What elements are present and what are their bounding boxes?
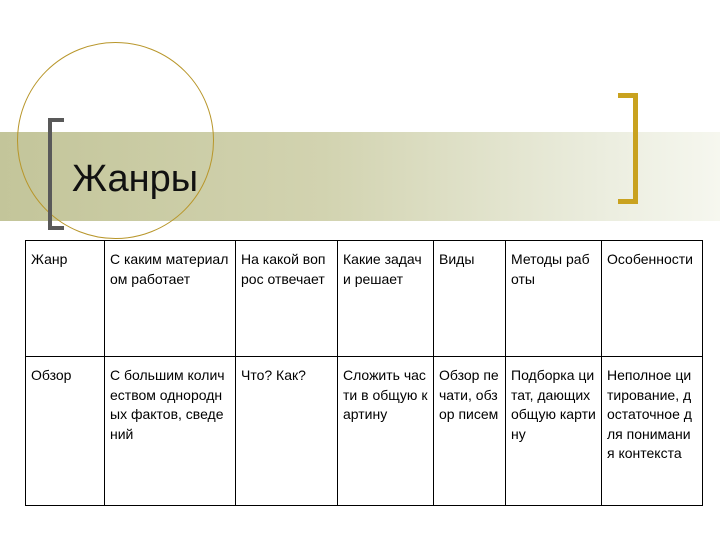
table-header-row [26, 241, 703, 357]
header-cell-types: Виды [434, 241, 506, 357]
header-cell-features: Особенности [602, 241, 703, 357]
cell-material: С большим количеством однородных фактов, сведений [105, 357, 236, 506]
cell-methods: Подборка цитат, дающих общую картину [506, 357, 602, 506]
cell-tasks: Сложить части в общую картину [338, 357, 434, 506]
cell-features: Неполное цитирование, достаточное для понимания контекста [602, 357, 703, 506]
left-bracket-decoration [48, 118, 64, 230]
right-bracket-decoration [618, 93, 638, 204]
decorative-circle [17, 42, 214, 239]
cell-question: Что? Как? [236, 357, 338, 506]
header-cell-genre: Жанр [26, 241, 105, 357]
cell-genre: Обзор [26, 357, 105, 506]
cell-types: Обзор печати, обзор писем [434, 357, 506, 506]
genre-table [25, 240, 703, 506]
header-cell-question: На какой вопрос отвечает [236, 241, 338, 357]
table-row [26, 357, 703, 506]
header-cell-tasks: Какие задачи решает [338, 241, 434, 357]
slide-title: Жанры [72, 158, 199, 200]
header-cell-methods: Методы работы [506, 241, 602, 357]
header-cell-material: С каким материалом работает [105, 241, 236, 357]
